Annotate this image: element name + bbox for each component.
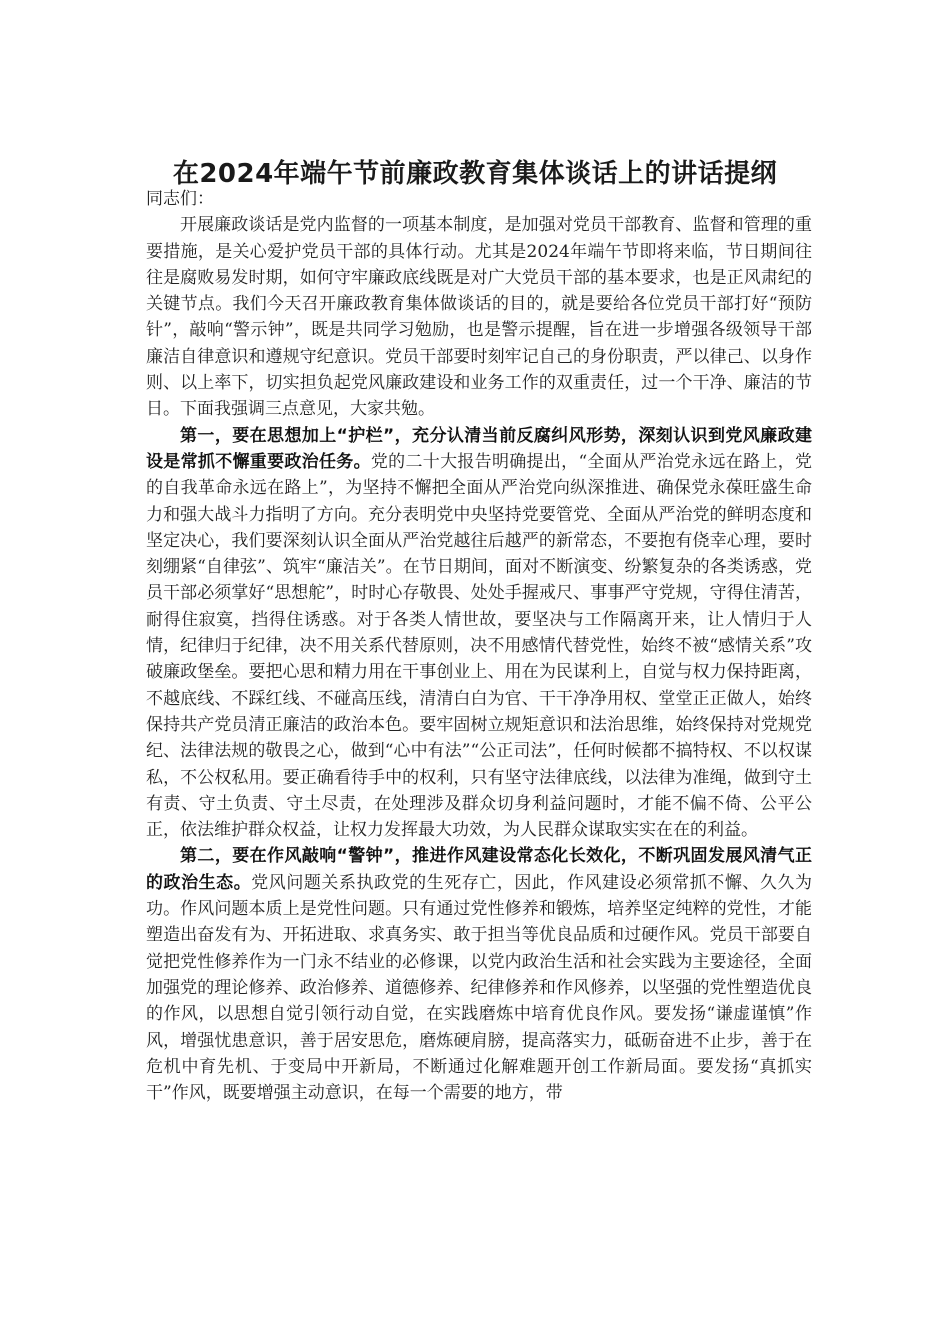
section-2-heading: 第二，要在作风敲响“警钟”，推进作风建设常态化长效化，不断巩固发展风清气正的政治生态。 xyxy=(146,846,812,893)
document-title: 在2024年端午节前廉政教育集体谈话上的讲话提纲 xyxy=(172,159,778,189)
intro-paragraph: 开展廉政谈话是党内监督的一项基本制度，是加强对党员干部教育、监督和管理的重要措施，是关心爱护党员干部的具体行动。尤其是2024年端午节即将来临，节日期间往往是腐败易发时期，如何守牢廉政底线既是对广大党员干部的基本要求，也是正风肃纪的关键节点。我们今天召开廉政教育集体做谈话的目的，就是要给各位党员干部打好“预防针”，敲响“警示钟”，既是共同学习勉励，也是警示提醒，旨在进一步增强各级领导干部廉洁自律意识和遵规守纪意识。党员干部要时刻牢记自己的身份职责，严以律己、以身作则、以上率下，切实担负起党风廉政建设和业务工作的双重责任，过一个干净、廉洁的节日。下面我强调三点意见，大家共勉。 xyxy=(146,215,812,420)
section-1-paragraph xyxy=(146,423,812,844)
section-2-paragraph xyxy=(146,843,812,1106)
section-1-heading: 第一，要在思想加上“护栏”，充分认清当前反腐纠风形势，深刻认识到党风廉政建设是常抓不懈重要政治任务。 xyxy=(146,425,812,472)
section-1-body: 党的二十大报告明确提出，“全面从严治党永远在路上，党的自我革命永远在路上”，为坚持不懈把全面从严治党向纵深推进、确保党永葆旺盛生命力和强大战斗力指明了方向。充分表明党中央坚持党要管党、全面从严治党的鲜明态度和坚定决心，我们要深刻认识全面从严治党越往后越严的新常态，不要抱有侥幸心理，要时刻绷紧“自律弦”、筑牢“廉洁关”。在节日期间，面对不断演变、纷繁复杂的各类诱惑，党员干部必须掌好“思想舵”，时时心存敬畏、处处手握戒尺、事事严守党规，守得住清苦，耐得住寂寞，挡得住诱惑。对于各类人情世故，要坚决与工作隔离开来，让人情归于人情，纪律归于纪律，决不用关系代替原则，决不用感情代替党性，始终不被“感情关系”攻破廉政堡垒。要把心思和精力用在干事创业上、用在为民谋利上，自觉与权力保持距离，不越底线、不踩红线、不碰高压线，清清白白为官、干干净净用权、堂堂正正做人，始终保持共产党员清正廉洁的政治本色。要牢固树立规矩意识和法治思维，始终保持对党规党纪、法律法规的敬畏之心，做到“心中有法”“公正司法”，任何时候都不搞特权、不以权谋私，不公权私用。要正确看待手中的权利，只有坚守法律底线，以法律为准绳，做到守土有责、守土负责、守土尽责，在处理涉及群众切身利益问题时，才能不偏不倚、公平公正，依法维护群众权益，让权力发挥最大功效，为人民群众谋取实实在在的利益。 xyxy=(146,451,812,841)
document-body xyxy=(146,186,812,1106)
section-2-body: 党风问题关系执政党的生死存亡，因此，作风建设必须常抓不懈、久久为功。作风问题本质上是党性问题。只有通过党性修养和锻炼，培养坚定纯粹的党性，才能塑造出奋发有为、开拓进取、求真务实、敢于担当等优良品质和过硬作风。党员干部要自觉把党性修养作为一门永不结业的必修课，以党内政治生活和社会实践为主要途径，全面加强党的理论修养、政治修养、道德修养、纪律修养和作风修养，以坚强的党性塑造优良的作风，以思想自觉引领行动自觉，在实践磨炼中培育优良作风。要发扬“谦虚谨慎”作风，增强忧患意识，善于居安思危，磨炼硬肩膀，提高落实力，砥砺奋进不止步，善于在危机中育先机、于变局中开新局，不断通过化解难题开创工作新局面。要发扬“真抓实干”作风，既要增强主动意识，在每一个需要的地方，带 xyxy=(146,872,813,1104)
salutation: 同志们： xyxy=(146,189,214,209)
